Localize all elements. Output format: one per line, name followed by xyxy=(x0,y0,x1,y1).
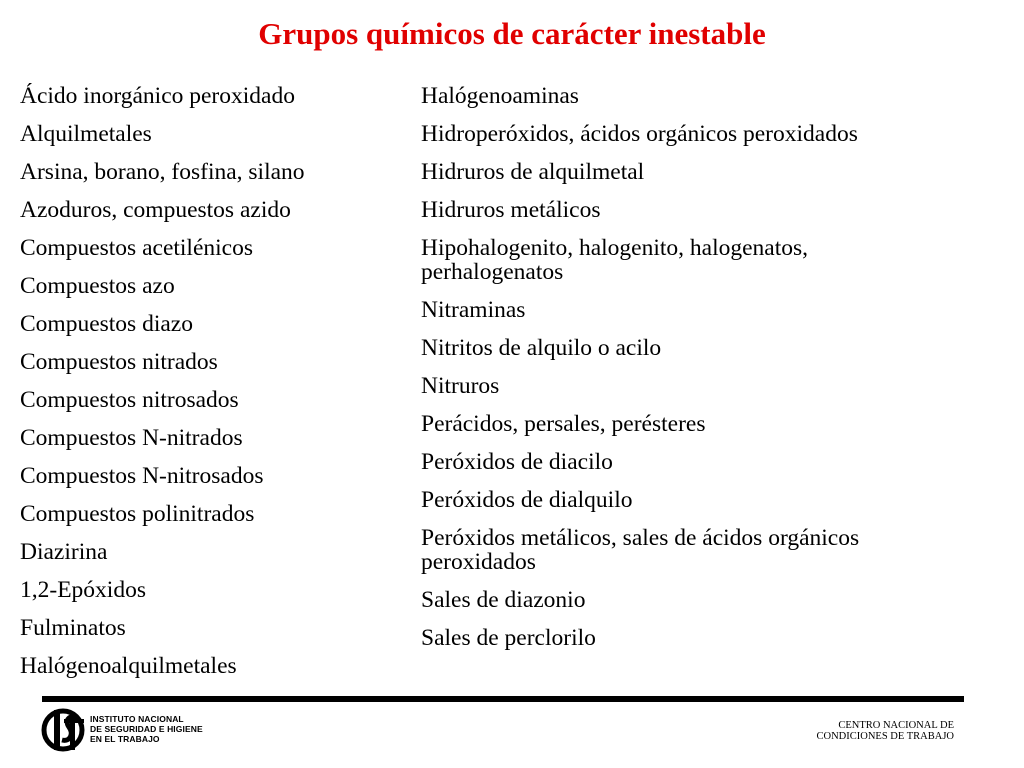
list-item: Nitraminas xyxy=(421,297,526,323)
list-item: Alquilmetales xyxy=(20,121,152,147)
list-item: Compuestos azo xyxy=(20,273,175,299)
insht-logo-icon xyxy=(40,706,90,754)
right-column-list xyxy=(421,84,1011,664)
page-title: Grupos químicos de carácter inestable xyxy=(258,16,766,51)
list-item: Compuestos N-nitrosados xyxy=(20,463,264,489)
list-item: 1,2-Epóxidos xyxy=(20,577,146,603)
list-item: Perácidos, persales, perésteres xyxy=(421,411,706,437)
list-item: Azoduros, compuestos azido xyxy=(20,197,291,223)
centro-nacional-label xyxy=(817,720,954,742)
institute-name-line: INSTITUTO NACIONAL xyxy=(90,714,184,724)
list-item: Compuestos polinitrados xyxy=(20,501,255,527)
list-item: Diazirina xyxy=(20,539,108,565)
footer-divider xyxy=(42,696,964,702)
list-item: Ácido inorgánico peroxidado xyxy=(20,83,295,109)
list-item: Halógenoalquilmetales xyxy=(20,653,237,679)
list-item: Halógenoaminas xyxy=(421,83,579,109)
list-item: Sales de diazonio xyxy=(421,587,586,613)
list-item: Sales de perclorilo xyxy=(421,625,596,651)
list-item: Hipohalogenito, halogenito, halogenatos, perhalogenatos xyxy=(421,235,809,285)
list-item: Hidroperóxidos, ácidos orgánicos peroxidados xyxy=(421,121,858,147)
list-item: Nitruros xyxy=(421,373,500,399)
list-item: Fulminatos xyxy=(20,615,126,641)
list-item: Hidruros metálicos xyxy=(421,197,601,223)
list-item: Compuestos acetilénicos xyxy=(20,235,253,261)
list-item: Hidruros de alquilmetal xyxy=(421,159,645,185)
left-column-list xyxy=(20,84,410,692)
list-item: Compuestos N-nitrados xyxy=(20,425,243,451)
list-item: Peróxidos de dialquilo xyxy=(421,487,633,513)
list-item: Compuestos nitrosados xyxy=(20,387,239,413)
institute-name xyxy=(90,714,203,744)
list-item: Nitritos de alquilo o acilo xyxy=(421,335,662,361)
centro-nacional-line: CENTRO NACIONAL DE xyxy=(838,720,954,731)
list-item: Compuestos nitrados xyxy=(20,349,218,375)
list-item: Peróxidos de diacilo xyxy=(421,449,613,475)
list-item: Peróxidos metálicos, sales de ácidos orgánicos peroxidados xyxy=(421,525,860,575)
institute-name-line: EN EL TRABAJO xyxy=(90,734,160,744)
list-item: Compuestos diazo xyxy=(20,311,193,337)
list-item: Arsina, borano, fosfina, silano xyxy=(20,159,305,185)
centro-nacional-line: CONDICIONES DE TRABAJO xyxy=(816,731,954,742)
institute-name-line: DE SEGURIDAD E HIGIENE xyxy=(90,724,203,734)
